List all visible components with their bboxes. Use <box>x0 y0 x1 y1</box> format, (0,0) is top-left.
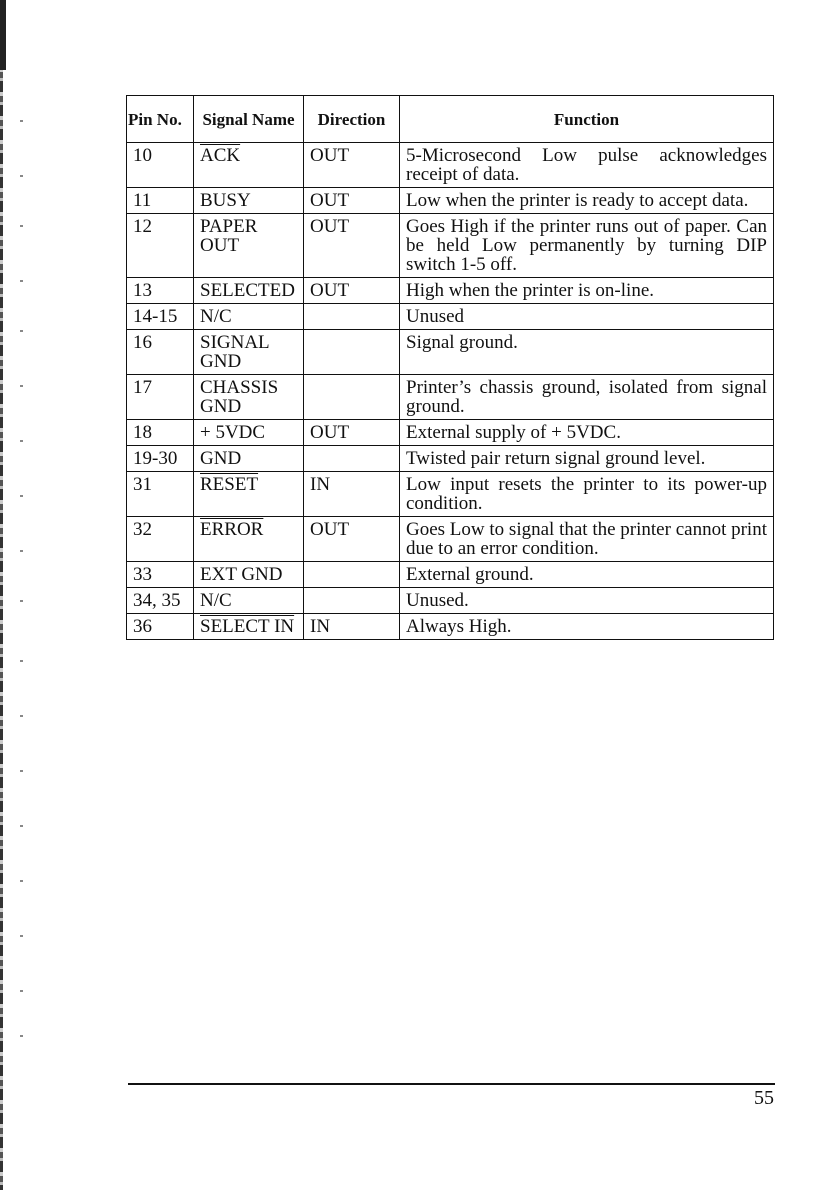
function-cell: Twisted pair return signal ground level. <box>400 446 774 472</box>
signal-name-cell: CHASSIS GND <box>194 375 304 420</box>
function-cell: High when the printer is on-line. <box>400 278 774 304</box>
pin-cell: 31 <box>127 472 194 517</box>
pin-cell: 16 <box>127 330 194 375</box>
signal-name-cell: PAPER OUT <box>194 214 304 278</box>
signal-name-cell: ERROR <box>194 517 304 562</box>
signal-name-cell: BUSY <box>194 188 304 214</box>
header-function: Function <box>400 96 774 143</box>
function-cell: Goes High if the printer runs out of paper. Can be held Low permanently by turning DIP switch 1-5 off. <box>400 214 774 278</box>
pin-cell: 14-15 <box>127 304 194 330</box>
direction-cell: OUT <box>304 188 400 214</box>
pin-cell: 33 <box>127 562 194 588</box>
pin-cell: 18 <box>127 420 194 446</box>
direction-cell <box>304 304 400 330</box>
signal-name-cell: SIGNAL GND <box>194 330 304 375</box>
table-row <box>127 588 774 614</box>
table-row <box>127 420 774 446</box>
function-cell: Unused <box>400 304 774 330</box>
footer-rule <box>128 1083 775 1085</box>
direction-cell: OUT <box>304 278 400 304</box>
scan-binding-edge <box>0 0 3 1190</box>
function-cell: 5-Microsecond Low pulse acknowledges receipt of data. <box>400 143 774 188</box>
signal-name-cell: RESET <box>194 472 304 517</box>
direction-cell: OUT <box>304 214 400 278</box>
pin-cell: 11 <box>127 188 194 214</box>
function-cell: Unused. <box>400 588 774 614</box>
function-cell: Low input resets the printer to its power-up condition. <box>400 472 774 517</box>
pin-cell: 10 <box>127 143 194 188</box>
direction-cell: IN <box>304 614 400 640</box>
header-pin-no: Pin No. <box>127 96 194 143</box>
signal-name-cell: SELECT IN <box>194 614 304 640</box>
direction-cell <box>304 375 400 420</box>
pin-cell: 36 <box>127 614 194 640</box>
scan-binding-mark <box>0 0 6 70</box>
table-row <box>127 472 774 517</box>
pin-cell: 17 <box>127 375 194 420</box>
table-row <box>127 278 774 304</box>
table-row <box>127 614 774 640</box>
direction-cell <box>304 446 400 472</box>
direction-cell: OUT <box>304 420 400 446</box>
pin-cell: 12 <box>127 214 194 278</box>
function-cell: Always High. <box>400 614 774 640</box>
table-row <box>127 330 774 375</box>
table-row <box>127 143 774 188</box>
pin-cell: 32 <box>127 517 194 562</box>
signal-name-cell: GND <box>194 446 304 472</box>
direction-cell <box>304 330 400 375</box>
signal-name-cell: EXT GND <box>194 562 304 588</box>
scan-edge-specks <box>20 120 26 1040</box>
signal-name-cell: $\overline{ACK}$ <box>194 143 304 188</box>
function-cell: Printer’s chassis ground, isolated from signal ground. <box>400 375 774 420</box>
direction-cell: IN <box>304 472 400 517</box>
direction-cell: OUT <box>304 517 400 562</box>
direction-cell <box>304 562 400 588</box>
page-number: 55 <box>754 1087 774 1109</box>
pin-cell: 34, 35 <box>127 588 194 614</box>
function-cell: Low when the printer is ready to accept data. <box>400 188 774 214</box>
function-cell: Signal ground. <box>400 330 774 375</box>
function-cell: Goes Low to signal that the printer cannot print due to an error condition. <box>400 517 774 562</box>
table-row <box>127 375 774 420</box>
table-header-row <box>127 96 774 143</box>
function-cell: External ground. <box>400 562 774 588</box>
header-direction: Direction <box>304 96 400 143</box>
direction-cell: OUT <box>304 143 400 188</box>
table-row <box>127 188 774 214</box>
pin-cell: 19-30 <box>127 446 194 472</box>
signal-name-cell: SELECTED <box>194 278 304 304</box>
pin-cell: 13 <box>127 278 194 304</box>
signal-name-cell: N/C <box>194 588 304 614</box>
table-row <box>127 517 774 562</box>
table-row <box>127 214 774 278</box>
header-signal-name: Signal Name <box>194 96 304 143</box>
signal-name-cell: N/C <box>194 304 304 330</box>
table-row <box>127 562 774 588</box>
direction-cell <box>304 588 400 614</box>
signal-name-cell: + 5VDC <box>194 420 304 446</box>
table-row <box>127 304 774 330</box>
pin-assignment-table <box>126 95 774 640</box>
table-row <box>127 446 774 472</box>
function-cell: External supply of + 5VDC. <box>400 420 774 446</box>
